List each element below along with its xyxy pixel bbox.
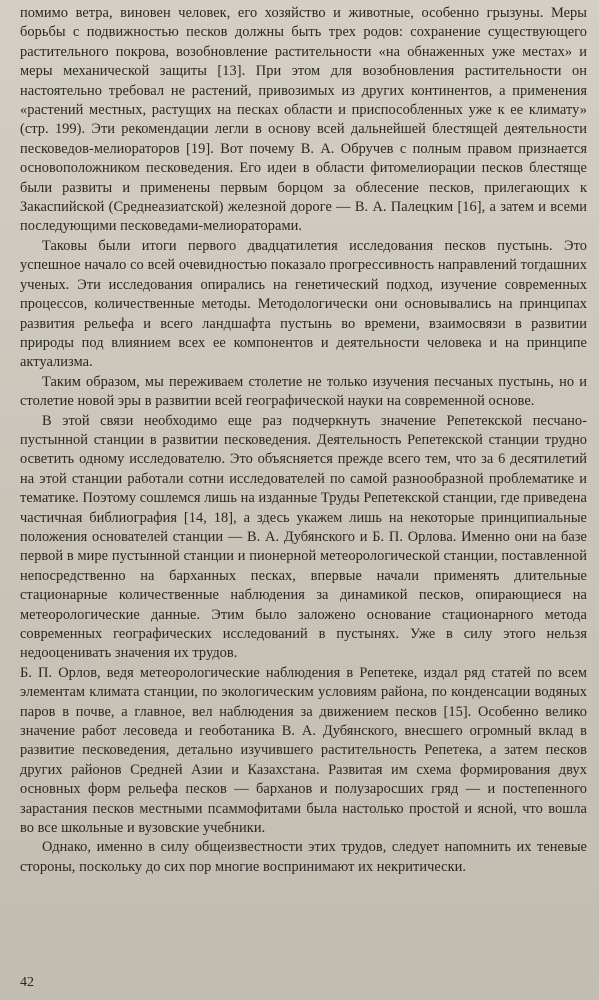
page-number: 42 — [20, 975, 34, 990]
paragraph-6: Однако, именно в силу общеизвестности этих трудов, следует напомнить их теневые стороны, поскольку до сих пор многие воспринимают их некритически. — [20, 839, 587, 875]
body-text — [20, 4, 587, 877]
paragraph-5: Б. П. Орлов, ведя метеорологические наблюдения в Репетеке, издал ряд статей по всем элементам климата станции, по экологическим условиям района, по конденсации водяных паров в почве, а главное, вел наблюдения за движением песков [15]. Особенно велико значение работ лесоведа и геоботаника В. А. Дубянского, внесшего огромный вклад в развитие песковедения, детально изучившего растительность Репетека, а затем песков других районов Средней Азии и Казахстана. Развитая им схема формирования двух основных форм рельефа песков — барханов и полузаросших гряд — и постепенного зарастания песков местными псаммофитами была настолько простой и ясной, что вошла во все школьные и вузовские учебники. — [20, 664, 587, 837]
paragraph-3: Таким образом, мы переживаем столетие не только изучения песчаных пустынь, но и столетие новой эры в развитии всей географической науки на современной основе. — [20, 373, 587, 410]
paragraph-1: помимо ветра, виновен человек, его хозяйство и животные, особенно грызуны. Меры борьбы с подвижностью песков должны быть трех родов: сохранение существующего растительного покрова, возобновление растительности «на обнаженных уже местах» и меры механической защиты [13]. При этом для возобновления растительности он настоятельно требовал не растений, привозимых из других континентов, а применения «растений местных, растущих на песках области и приспособленных уже к ее климату» (стр. 199). Эти рекомендации легли в основу всей дальнейшей блестящей деятельности песковедов-мелиораторов [19]. Вот почему В. А. Обручев с полным правом признается основоположником песковедения. Его идеи в области фитомелиорации песков блестяще были развиты и применены первым борцом за облесение песков, прилегающих к Закаспийской (Среднеазиатской) железной дороге — В. А. Палецким [16], а затем и всеми последующими песковедами-мелиораторами. — [20, 5, 587, 235]
paragraph-2: Таковы были итоги первого двадцатилетия исследования песков пустынь. Это успешное начало со всей очевидностью показало прогрессивность направлений тогдашних ученых. Эти исследования опирались на генетический подход, изучение современных процессов, количественные методы. Методологически они основывались на принципах развития рельефа и всего ландшафта пустынь во времени, взаимосвязи в развитии природы под влиянием всех ее компонентов и деятельности человека и на принципе актуализма. — [20, 237, 587, 371]
paragraph-4: В этой связи необходимо еще раз подчеркнуть значение Репетекской песчано-пустынной станции в развитии песковедения. Деятельность Репетекской станции трудно осветить одному исследователю. Это объясняется прежде всего тем, что за 6 десятилетий на этой станции работали сотни исследователей по самой разнообразной проблематике и тематике. Поэтому сошлемся лишь на изданные Труды Репетекской станции, где приведена частичная библиография [14, 18], а здесь укажем лишь на некоторые принципиальные положения основателей станции — В. А. Дубянского и Б. П. Орлова. Именно они на базе первой в мире пустынной станции и пионерной метеорологической станции, поставленной непосредственно на барханных песках, впервые начали применять длительные стационарные количественные наблюдения за динамикой песков, опирающиеся на метеорологические данные. Этим было заложено основание стационарного метода современных географических исследований в пустынях. Уже в силу этого нельзя недооценивать значения их трудов. — [20, 412, 587, 662]
